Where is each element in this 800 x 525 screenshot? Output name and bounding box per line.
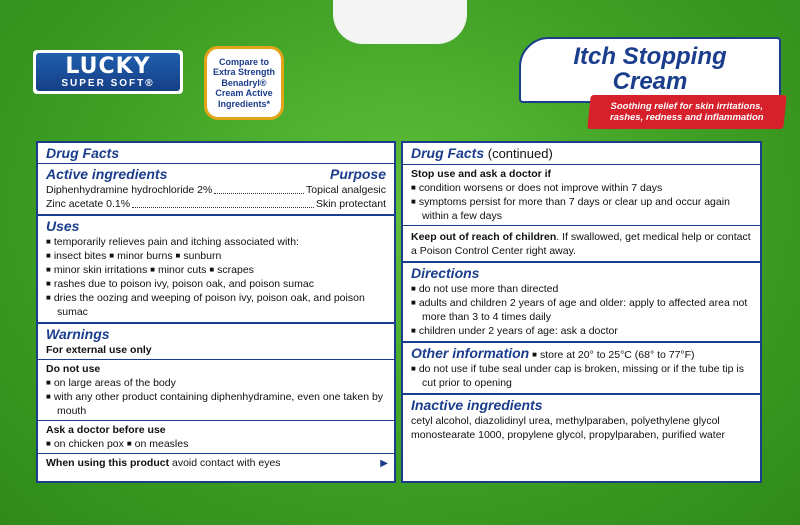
use-item: ■ rashes due to poison ivy, poison oak, and poison sumac (46, 277, 386, 291)
stop-use-item: ■ condition worsens or does not improve within 7 days (411, 181, 752, 195)
stop-use-item: ■ symptoms persist for more than 7 days or clear up and occur again within a few days (411, 195, 752, 223)
use-item: ■ temporarily relieves pain and itching associated with: (46, 235, 386, 249)
drug-facts-heading: Drug Facts (46, 145, 120, 161)
external-use-text: For external use only (46, 344, 152, 356)
do-not-use-item: ■ on large areas of the body (46, 376, 386, 390)
inactive-ingredients-text: cetyl alcohol, diazolidinyl urea, methylparaben, polyethylene glycol monostearate 1000, propylene glycol, propylparaben, purified water (411, 415, 726, 441)
drug-facts-continued-heading: Drug Facts (continued) (411, 145, 553, 161)
ask-doctor-item: ■ on measles (127, 438, 189, 450)
uses-section (38, 214, 394, 322)
product-banner-text: Soothing relief for skin irritations, rashes, redness and inflammation (610, 100, 764, 123)
purpose-heading: Purpose (329, 166, 386, 182)
hang-tab (333, 0, 467, 44)
brand-name: LUCKY (65, 54, 151, 79)
product-title: Itch Stopping Cream (519, 37, 781, 103)
ask-doctor-heading: Ask a doctor before use (46, 424, 166, 436)
use-item: ■ scrapes (209, 264, 254, 276)
when-using-text: When using this product avoid contact with eyes (46, 457, 281, 469)
use-item: ■ sunburn (176, 250, 222, 262)
ingredient-row: Diphenhydramine hydrochloride 2% Topical analgesic (46, 184, 386, 196)
brand-logo (33, 50, 183, 94)
do-not-use-heading: Do not use (46, 363, 101, 375)
drug-facts-panel-right (401, 141, 762, 483)
stop-use-heading: Stop use and ask a doctor if (411, 168, 552, 180)
compare-badge-text: Compare to Extra Strength Benadryl® Cream Active Ingredients* (212, 57, 275, 109)
use-item: ■ dries the oozing and weeping of poison ivy, poison oak, and poison sumac (46, 291, 386, 319)
continue-arrow-icon: ▶ (380, 458, 388, 469)
stop-use-section (403, 143, 760, 261)
direction-item: ■ do not use more than directed (411, 282, 752, 296)
other-item: ■ do not use if tube seal under cap is broken, missing or if the tube tip is cut prior to opening (411, 362, 752, 390)
registered-mark: ® (145, 78, 155, 89)
uses-heading: Uses (46, 218, 80, 234)
inactive-ingredients-section (403, 393, 760, 445)
do-not-use-item: ■ with any other product containing diphenhydramine, even one taken by mouth (46, 390, 386, 418)
warnings-heading: Warnings (46, 326, 110, 342)
use-item: ■ insect bites (46, 250, 106, 262)
directions-heading: Directions (411, 265, 480, 281)
direction-item: ■ children under 2 years of age: ask a doctor (411, 324, 752, 338)
other-item: ■ store at 20° to 25°C (68° to 77°F) (532, 349, 694, 361)
direction-item: ■ adults and children 2 years of age and older: apply to affected area not more than 3 to 4 times daily (411, 296, 752, 324)
use-item: ■ minor cuts (150, 264, 206, 276)
active-ingredients-heading: Active ingredients (46, 166, 168, 182)
use-item: ■ minor skin irritations (46, 264, 147, 276)
other-information-heading: Other information (411, 345, 530, 361)
drug-facts-panel-left (36, 141, 396, 483)
keep-out-text: Keep out of reach of children. If swallowed, get medical help or contact a Poison Control Center right away. (411, 231, 751, 257)
ingredient-row: Zinc acetate 0.1% Skin protectant (46, 198, 386, 210)
inactive-ingredients-heading: Inactive ingredients (411, 397, 543, 413)
ask-doctor-item: ■ on chicken pox (46, 438, 124, 450)
warnings-section (38, 322, 394, 473)
brand-tagline: SUPER SOFT (61, 78, 146, 89)
use-item: ■ minor burns (109, 250, 172, 262)
active-ingredients-section (38, 143, 394, 214)
compare-badge (204, 46, 284, 120)
directions-section (403, 261, 760, 341)
other-information-section (403, 341, 760, 393)
product-banner (587, 95, 787, 129)
